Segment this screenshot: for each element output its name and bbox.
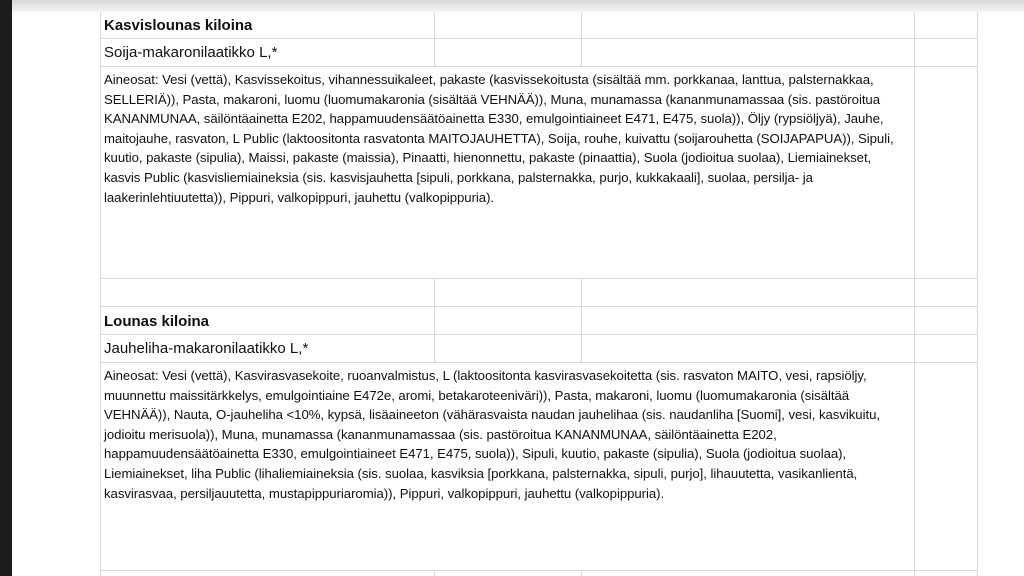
section-title[interactable]: Kasvislounas kiloina — [104, 17, 253, 34]
dish-name[interactable]: Soija-makaronilaatikko L,* — [104, 44, 278, 61]
grid-row-line — [100, 362, 978, 363]
grid-row-line — [100, 38, 978, 39]
grid-row-line — [100, 66, 978, 67]
top-shadow — [12, 0, 1024, 12]
grid-row-line — [100, 570, 978, 571]
grid-column-line — [914, 0, 915, 576]
dish-name[interactable]: Jauheliha-makaronilaatikko L,* — [104, 340, 309, 357]
section-title[interactable]: Lounas kiloina — [104, 313, 210, 330]
ingredients-text[interactable]: Aineosat: Vesi (vettä), Kasvissekoitus, vihannessuikaleet, pakaste (kasvissekoitusta (sisältää mm. porkkanaa, lanttua, palsternakkaa, SELLERIÄ)), Pasta, makaroni, luomu (luomumakaronia (sisältää VEHNÄÄ)), Muna, munamassa (kananmunamassaa (sis. pastöroitua KANANMUNAA, säilöntäainetta E202, happamuudensäätöainetta E330, emulgointiaineet E471, E475, suola)), Öljy (rypsiöljyä), Jauhe, maitojauhe, rasvaton, L Public (laktoositonta rasvatonta MAITOJAUHETTA), Soija, rouhe, kuivattu (soijarouhetta (SOIJAPAPUA)), Sipuli, kuutio, pakaste (sipulia), Maissi, pakaste (maissia), Pinaatti, hienonnettu, pakaste (pinaattia), Suola (jodioitua suolaa), Liemiainekset, kasvis Public (kasvisliemiaineksia (sis. kasvisjauhetta [sipuli, porkkana, palsternakka, purjo, kukkakaali], suolaa, persilja- ja laakerinlehtiuutetta)), Pippuri, valkopippuri, jauhettu (valkopippuria). — [104, 72, 894, 205]
window-left-edge — [0, 0, 12, 576]
grid-column-line — [434, 278, 435, 362]
ingredients-text[interactable]: Aineosat: Vesi (vettä), Kasvirasvasekoite, ruoanvalmistus, L (laktoositonta kasvirasvasekoitetta (sis. rasvaton MAITO, vesi, rapsiöljy, muunnettu maissitärkkelys, emulgointiaine E472e, aromi, betakaroteeniväri)), Pasta, makaroni, luomu (luomumakaronia (sisältää VEHNÄÄ)), Nauta, O-jauheliha <10%, kypsä, lisäaineeton (vähärasvaista naudan jauhelihaa (sis. naudanliha [Suomi], vesi, kasvikuitu, jodioitu merisuola)), Muna, munamassa (kananmunamassaa (sis. pastöroitua KANANMUNAA, säilöntäainetta E202, happamuudensäätöainetta E330, emulgointiaineet E471, E475, suola)), Sipuli, kuutio, pakaste (sipulia), Suola (jodioitua suolaa), Liemiainekset, liha Public (lihaliemiaineksia (sis. suolaa, kasviksia [porkkana, palsternakka, sipuli, purjo], lihauutetta, vasikanlientä, kasvirasvaa, persiljauutetta, mustapippuriaromia)), Pippuri, valkopippuri, jauhettu (valkopippuria). — [104, 368, 880, 501]
grid-row-line — [100, 306, 978, 307]
grid-column-line — [977, 0, 978, 576]
grid-row-line — [100, 278, 978, 279]
grid-column-line — [100, 0, 101, 576]
grid-row-line — [100, 334, 978, 335]
grid-column-line — [581, 278, 582, 362]
